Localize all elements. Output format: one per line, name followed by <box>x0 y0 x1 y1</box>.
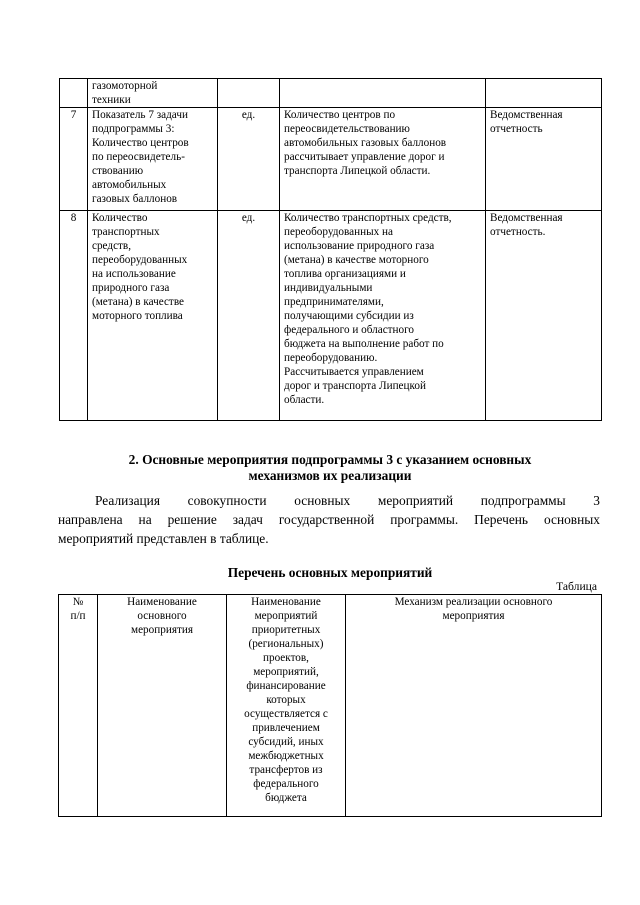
indicators-table <box>59 78 602 421</box>
indicator-name: Показатель 7 задачи подпрограммы 3: Количество центров по переосвидетель- ствованию автомобильных газовых баллонов <box>88 108 218 211</box>
table-row <box>60 108 602 211</box>
table-title: Перечень основных мероприятий <box>227 565 433 580</box>
section-heading-line2: механизмов их реализации <box>248 468 412 483</box>
unit-of-measure: ед. <box>218 211 280 421</box>
header-mechanism: Механизм реализации основного мероприятия <box>346 595 602 817</box>
indicator-name: газомоторной техники <box>88 79 218 108</box>
paragraph-line2: направлена на решение задач государственной программы. Перечень основных <box>58 512 600 527</box>
header-activity-name: Наименование основного мероприятия <box>98 595 227 817</box>
section-paragraph <box>58 491 600 548</box>
data-source: Ведомственная отчетность <box>486 108 602 211</box>
table-caption: Таблица <box>556 580 597 593</box>
section-heading-line1: 2. Основные мероприятия подпрограммы 3 с указанием основных <box>128 452 532 467</box>
indicator-name: Количество транспортных средств, переоборудованных на использование природного газа (метана) в качестве моторного топлива <box>88 211 218 421</box>
unit-of-measure: ед. <box>218 108 280 211</box>
data-source: Ведомственная отчетность. <box>486 211 602 421</box>
header-project-activities: Наименование мероприятий приоритетных (региональных) проектов, мероприятий, финансирование которых осуществляется с привлечением субсидий, иных межбюджетных трансфертов из федерального бюджета <box>227 595 346 817</box>
activities-table <box>58 594 602 817</box>
calculation-method: Количество транспортных средств, переоборудованных на использование природного газа (метана) в качестве моторного топлива организациями и индивидуальными предпринимателями, получающими субсидии из федерального и областного бюджета на выполнение работ по переоборудованию. Рассчитывается управлением дорог и транспорта Липецкой области. <box>280 211 486 421</box>
table-header-row <box>59 595 602 817</box>
table-row <box>60 79 602 108</box>
paragraph-line3: мероприятий представлен в таблице. <box>58 531 269 546</box>
unit-of-measure <box>218 79 280 108</box>
calculation-method <box>280 79 486 108</box>
calculation-method: Количество центров по переосвидетельствованию автомобильных газовых баллонов рассчитывает управление дорог и транспорта Липецкой области. <box>280 108 486 211</box>
header-number: № п/п <box>59 595 98 817</box>
row-number: 7 <box>60 108 88 211</box>
row-number <box>60 79 88 108</box>
data-source <box>486 79 602 108</box>
paragraph-line1: Реализация совокупности основных мероприятий подпрограммы 3 <box>95 493 600 508</box>
row-number: 8 <box>60 211 88 421</box>
table-row <box>60 211 602 421</box>
section-heading <box>58 452 602 484</box>
